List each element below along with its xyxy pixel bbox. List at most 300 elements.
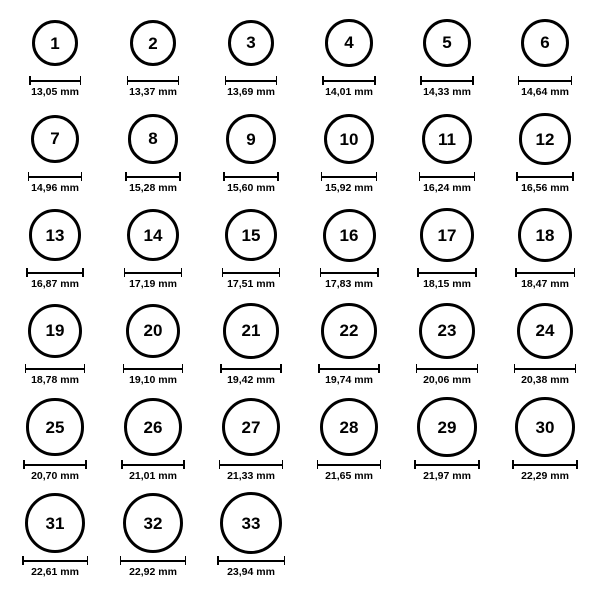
ruler-bar <box>29 80 81 82</box>
ruler-tick-left <box>28 172 30 181</box>
ring-circle-wrap <box>324 108 374 170</box>
ring-circle <box>223 303 278 358</box>
ring-diameter-ruler <box>419 172 476 181</box>
ring-size-number: 29 <box>437 417 457 437</box>
ring-circle <box>324 114 374 164</box>
ruler-tick-left <box>124 268 126 277</box>
ruler-bar <box>318 368 380 370</box>
ring-size-row <box>6 204 594 300</box>
ruler-bar <box>515 272 575 274</box>
ring-size-cell[interactable] <box>399 12 495 98</box>
ring-diameter-label: 14,96 mm <box>31 182 79 194</box>
ruler-bar <box>514 368 577 370</box>
ruler-tick-left <box>420 76 422 85</box>
ring-circle <box>419 303 475 359</box>
ruler-tick-left <box>120 556 122 565</box>
ring-size-number: 19 <box>45 321 65 341</box>
ring-size-row <box>6 108 594 204</box>
ring-diameter-label: 22,29 mm <box>521 470 569 482</box>
ring-size-number: 11 <box>438 129 456 149</box>
ruler-bar <box>322 80 375 82</box>
ring-circle <box>32 20 78 66</box>
ring-diameter-ruler <box>420 76 474 85</box>
ring-circle-wrap <box>228 12 275 74</box>
ruler-tick-right <box>478 460 480 469</box>
ruler-bar <box>512 464 578 466</box>
ruler-tick-right <box>181 268 183 277</box>
ring-size-cell[interactable] <box>399 300 495 386</box>
ruler-bar <box>518 80 572 82</box>
ring-size-row <box>6 396 594 492</box>
ring-size-cell[interactable] <box>203 492 299 578</box>
ring-diameter-label: 21,97 mm <box>423 470 471 482</box>
ring-size-number: 10 <box>339 129 359 149</box>
ring-circle-wrap <box>515 396 575 458</box>
ring-circle <box>124 398 182 456</box>
ring-diameter-ruler <box>514 364 577 373</box>
ring-size-cell[interactable] <box>497 300 593 386</box>
ring-size-cell[interactable] <box>7 108 103 194</box>
ruler-tick-right <box>376 172 378 181</box>
ring-size-cell[interactable] <box>105 396 201 482</box>
ring-size-number: 21 <box>241 321 261 341</box>
ring-circle <box>29 209 81 261</box>
ring-diameter-ruler <box>416 364 478 373</box>
ring-diameter-label: 22,61 mm <box>31 566 79 578</box>
ring-size-cell[interactable] <box>105 492 201 578</box>
ring-diameter-ruler <box>120 556 187 565</box>
ring-circle <box>423 19 471 67</box>
ring-size-number: 16 <box>339 225 359 245</box>
ruler-bar <box>223 176 279 178</box>
ring-size-number: 20 <box>143 321 163 341</box>
ring-size-number: 32 <box>143 513 163 533</box>
ring-size-cell[interactable] <box>301 300 397 386</box>
ring-size-number: 2 <box>148 33 158 53</box>
ring-circle <box>25 493 85 553</box>
ruler-tick-right <box>574 268 576 277</box>
ruler-tick-right <box>575 364 577 373</box>
ring-circle-wrap <box>419 300 475 362</box>
ring-diameter-ruler <box>219 460 283 469</box>
ring-circle-wrap <box>325 12 372 74</box>
ring-diameter-ruler <box>223 172 279 181</box>
ruler-bar <box>125 176 180 178</box>
ring-circle-wrap <box>124 396 182 458</box>
ring-size-cell[interactable] <box>301 12 397 98</box>
ring-size-number: 9 <box>246 129 256 149</box>
ring-diameter-label: 19,10 mm <box>129 374 177 386</box>
ring-size-number: 27 <box>241 417 261 437</box>
ring-diameter-ruler <box>125 172 180 181</box>
ring-diameter-label: 15,28 mm <box>129 182 177 194</box>
ring-circle-wrap <box>223 300 278 362</box>
ring-size-number: 8 <box>148 129 158 149</box>
ring-diameter-ruler <box>321 172 377 181</box>
ring-diameter-label: 20,38 mm <box>521 374 569 386</box>
ring-diameter-label: 21,01 mm <box>129 470 177 482</box>
ring-size-cell[interactable] <box>105 108 201 194</box>
ring-circle-wrap <box>220 492 282 554</box>
ring-diameter-label: 17,51 mm <box>227 278 275 290</box>
ruler-bar <box>416 368 478 370</box>
ring-diameter-label: 16,87 mm <box>31 278 79 290</box>
ring-size-number: 7 <box>50 129 60 149</box>
ruler-tick-left <box>512 460 514 469</box>
ruler-tick-right <box>185 556 187 565</box>
ring-size-cell[interactable] <box>7 12 103 98</box>
ring-circle <box>422 114 473 165</box>
ring-circle <box>515 397 575 457</box>
ruler-bar <box>120 560 187 562</box>
ruler-tick-right <box>284 556 286 565</box>
ring-size-cell[interactable] <box>203 108 299 194</box>
ring-circle <box>518 208 572 262</box>
ring-diameter-ruler <box>317 460 382 469</box>
ring-circle <box>31 115 80 164</box>
ring-circle-wrap <box>417 396 476 458</box>
ruler-bar <box>124 272 182 274</box>
ruler-bar <box>220 368 281 370</box>
ring-size-number: 26 <box>143 417 163 437</box>
ruler-bar <box>219 464 283 466</box>
ring-circle <box>325 19 372 66</box>
ruler-tick-right <box>475 268 477 277</box>
ring-diameter-ruler <box>417 268 477 277</box>
ring-circle-wrap <box>323 204 376 266</box>
ring-size-cell[interactable] <box>301 396 397 482</box>
ring-diameter-ruler <box>123 364 184 373</box>
ring-circle <box>521 19 569 67</box>
ring-size-number: 22 <box>339 321 359 341</box>
ring-size-cell[interactable] <box>399 108 495 194</box>
ruler-tick-right <box>183 460 185 469</box>
ring-size-cell[interactable] <box>7 300 103 386</box>
ring-circle-wrap <box>32 12 78 74</box>
ring-diameter-label: 14,64 mm <box>521 86 569 98</box>
ruler-tick-left <box>416 364 418 373</box>
ruler-bar <box>321 176 377 178</box>
ring-diameter-ruler <box>222 268 281 277</box>
ring-size-number: 23 <box>437 321 457 341</box>
ruler-tick-left <box>23 460 25 469</box>
ruler-bar <box>22 560 88 562</box>
ring-diameter-label: 22,92 mm <box>129 566 177 578</box>
ruler-bar <box>317 464 382 466</box>
ring-diameter-ruler <box>124 268 182 277</box>
ring-circle-wrap <box>422 108 473 170</box>
ring-circle <box>26 398 83 455</box>
ring-diameter-label: 15,60 mm <box>227 182 275 194</box>
ruler-bar <box>320 272 379 274</box>
ruler-tick-left <box>219 460 221 469</box>
ring-circle-wrap <box>29 204 81 266</box>
ruler-tick-right <box>85 460 87 469</box>
ring-size-cell[interactable] <box>203 396 299 482</box>
ruler-bar <box>127 80 180 82</box>
ring-circle <box>220 492 282 554</box>
ring-size-cell[interactable] <box>105 12 201 98</box>
ruler-tick-left <box>320 268 322 277</box>
ring-diameter-label: 14,01 mm <box>325 86 373 98</box>
ring-diameter-ruler <box>26 268 84 277</box>
ring-size-cell[interactable] <box>105 300 201 386</box>
ring-diameter-ruler <box>22 556 88 565</box>
ruler-bar <box>225 80 278 82</box>
ruler-bar <box>420 80 474 82</box>
ring-size-number: 3 <box>246 33 256 53</box>
ruler-tick-right <box>178 76 180 85</box>
ruler-tick-left <box>123 364 125 373</box>
ring-size-number: 17 <box>437 225 457 245</box>
ruler-tick-right <box>282 460 284 469</box>
ring-size-cell[interactable] <box>497 204 593 290</box>
ruler-tick-right <box>571 76 573 85</box>
ring-size-cell[interactable] <box>497 396 593 482</box>
ruler-tick-left <box>29 76 31 85</box>
ring-diameter-ruler <box>25 364 85 373</box>
ring-circle-wrap <box>127 204 179 266</box>
ring-size-number: 30 <box>535 417 555 437</box>
ring-size-cell[interactable] <box>203 204 299 290</box>
ring-circle-wrap <box>226 108 276 170</box>
ruler-tick-left <box>127 76 129 85</box>
ring-circle <box>123 493 184 554</box>
ruler-tick-left <box>318 364 320 373</box>
ring-circle <box>126 304 181 359</box>
ring-diameter-ruler <box>29 76 81 85</box>
ring-circle <box>420 208 474 262</box>
ring-diameter-ruler <box>414 460 479 469</box>
ruler-bar <box>222 272 281 274</box>
ring-diameter-ruler <box>318 364 380 373</box>
ring-size-cell[interactable] <box>7 396 103 482</box>
ring-circle <box>222 398 280 456</box>
ring-circle-wrap <box>123 492 184 554</box>
ring-diameter-label: 19,74 mm <box>325 374 373 386</box>
ruler-tick-right <box>477 364 479 373</box>
ring-diameter-ruler <box>225 76 278 85</box>
ring-circle-wrap <box>320 396 379 458</box>
ring-diameter-ruler <box>515 268 575 277</box>
ruler-tick-left <box>121 460 123 469</box>
ring-circle <box>130 20 177 67</box>
ruler-tick-left <box>217 556 219 565</box>
ring-diameter-label: 13,69 mm <box>227 86 275 98</box>
ruler-tick-right <box>277 172 279 181</box>
ring-circle-wrap <box>517 300 574 362</box>
ruler-tick-left <box>518 76 520 85</box>
ruler-bar <box>414 464 479 466</box>
ring-size-row <box>6 12 594 108</box>
ring-size-cell[interactable] <box>105 204 201 290</box>
ring-diameter-ruler <box>512 460 578 469</box>
ring-circle-wrap <box>31 108 80 170</box>
ruler-tick-right <box>81 172 83 181</box>
ring-circle <box>28 304 82 358</box>
ring-size-cell[interactable] <box>301 204 397 290</box>
ring-size-number: 24 <box>535 321 555 341</box>
ruler-tick-right <box>576 460 578 469</box>
ring-diameter-label: 14,33 mm <box>423 86 471 98</box>
ring-size-number: 18 <box>535 225 555 245</box>
ring-diameter-label: 17,19 mm <box>129 278 177 290</box>
ruler-tick-left <box>417 268 419 277</box>
ring-diameter-ruler <box>518 76 572 85</box>
ruler-tick-right <box>82 268 84 277</box>
ring-circle-wrap <box>521 12 569 74</box>
ring-circle <box>226 114 276 164</box>
ruler-bar <box>419 176 476 178</box>
ring-circle <box>320 398 379 457</box>
ruler-bar <box>123 368 184 370</box>
ring-diameter-label: 18,47 mm <box>521 278 569 290</box>
ring-diameter-ruler <box>28 172 83 181</box>
ring-circle <box>517 303 574 360</box>
ruler-bar <box>121 464 185 466</box>
ring-diameter-ruler <box>516 172 573 181</box>
ruler-tick-right <box>572 172 574 181</box>
ring-diameter-label: 18,78 mm <box>31 374 79 386</box>
ring-size-cell[interactable] <box>497 108 593 194</box>
ring-size-row <box>6 492 594 588</box>
ruler-tick-left <box>317 460 319 469</box>
ruler-bar <box>26 272 84 274</box>
ring-diameter-label: 21,33 mm <box>227 470 275 482</box>
ring-diameter-label: 13,05 mm <box>31 86 79 98</box>
ring-size-number: 15 <box>241 225 261 245</box>
ring-size-row <box>6 300 594 396</box>
ring-size-cell[interactable] <box>399 396 495 482</box>
ring-size-cell[interactable] <box>203 12 299 98</box>
ruler-bar <box>516 176 573 178</box>
ring-size-number: 5 <box>442 33 452 53</box>
ruler-tick-left <box>322 76 324 85</box>
ring-size-cell[interactable] <box>7 204 103 290</box>
ruler-tick-right <box>377 268 379 277</box>
ring-diameter-ruler <box>127 76 180 85</box>
ruler-bar <box>217 560 285 562</box>
ring-circle <box>323 209 376 262</box>
ring-diameter-ruler <box>217 556 285 565</box>
ruler-tick-left <box>321 172 323 181</box>
ring-diameter-label: 13,37 mm <box>129 86 177 98</box>
ring-circle-wrap <box>321 300 377 362</box>
ruler-tick-left <box>223 172 225 181</box>
ruler-tick-right <box>279 268 281 277</box>
ring-diameter-ruler <box>220 364 281 373</box>
ring-size-number: 1 <box>50 33 60 53</box>
ring-circle <box>519 113 570 164</box>
ruler-bar <box>28 176 83 178</box>
ring-size-cell[interactable] <box>497 12 593 98</box>
ruler-tick-right <box>280 364 282 373</box>
ring-diameter-ruler <box>23 460 86 469</box>
ruler-tick-left <box>22 556 24 565</box>
ruler-tick-left <box>26 268 28 277</box>
ring-size-cell[interactable] <box>399 204 495 290</box>
ring-circle-wrap <box>519 108 570 170</box>
ruler-tick-left <box>515 268 517 277</box>
ruler-tick-left <box>514 364 516 373</box>
ring-circle <box>225 209 278 262</box>
ruler-tick-right <box>380 460 382 469</box>
ring-circle-wrap <box>222 396 280 458</box>
ring-diameter-label: 20,06 mm <box>423 374 471 386</box>
ruler-tick-right <box>374 76 376 85</box>
ring-diameter-label: 15,92 mm <box>325 182 373 194</box>
ring-diameter-label: 23,94 mm <box>227 566 275 578</box>
ring-circle-wrap <box>25 492 85 554</box>
ruler-tick-left <box>414 460 416 469</box>
ring-size-number: 6 <box>540 33 550 53</box>
ring-diameter-ruler <box>320 268 379 277</box>
ring-diameter-ruler <box>322 76 375 85</box>
ruler-tick-right <box>276 76 278 85</box>
ring-size-number: 14 <box>143 225 163 245</box>
ruler-tick-left <box>419 172 421 181</box>
ring-circle-wrap <box>26 396 83 458</box>
ruler-tick-right <box>472 76 474 85</box>
ring-size-cell[interactable] <box>301 108 397 194</box>
ring-size-number: 25 <box>45 417 65 437</box>
ruler-tick-left <box>516 172 518 181</box>
ruler-tick-left <box>222 268 224 277</box>
ruler-tick-right <box>474 172 476 181</box>
ring-size-number: 33 <box>241 513 261 533</box>
ring-diameter-label: 21,65 mm <box>325 470 373 482</box>
ruler-tick-right <box>182 364 184 373</box>
ring-circle <box>417 397 476 456</box>
ring-circle-wrap <box>126 300 181 362</box>
ruler-tick-left <box>125 172 127 181</box>
ring-size-number: 13 <box>45 225 65 245</box>
ruler-bar <box>25 368 85 370</box>
ring-circle <box>321 303 377 359</box>
ruler-tick-left <box>25 364 27 373</box>
ring-circle-wrap <box>28 300 82 362</box>
ring-diameter-label: 17,83 mm <box>325 278 373 290</box>
ring-circle <box>127 209 179 261</box>
ring-diameter-ruler <box>121 460 185 469</box>
ruler-tick-right <box>87 556 89 565</box>
ruler-tick-right <box>80 76 82 85</box>
ruler-tick-right <box>179 172 181 181</box>
ring-size-number: 28 <box>339 417 359 437</box>
ruler-tick-left <box>220 364 222 373</box>
ring-size-cell[interactable] <box>203 300 299 386</box>
ring-circle-wrap <box>128 108 177 170</box>
ring-diameter-label: 16,24 mm <box>423 182 471 194</box>
ring-diameter-label: 20,70 mm <box>31 470 79 482</box>
ring-diameter-label: 16,56 mm <box>521 182 569 194</box>
ring-circle <box>128 114 177 163</box>
ring-circle-wrap <box>423 12 471 74</box>
ring-diameter-label: 18,15 mm <box>423 278 471 290</box>
ring-circle <box>228 20 275 67</box>
ruler-tick-right <box>84 364 86 373</box>
ruler-bar <box>23 464 86 466</box>
ring-circle-wrap <box>518 204 572 266</box>
ring-size-number: 4 <box>344 33 354 53</box>
ring-circle-wrap <box>420 204 474 266</box>
ring-size-number: 31 <box>45 513 65 533</box>
ring-circle-wrap <box>130 12 177 74</box>
ruler-tick-right <box>378 364 380 373</box>
ruler-bar <box>417 272 477 274</box>
ring-diameter-label: 19,42 mm <box>227 374 275 386</box>
ring-size-cell[interactable] <box>7 492 103 578</box>
